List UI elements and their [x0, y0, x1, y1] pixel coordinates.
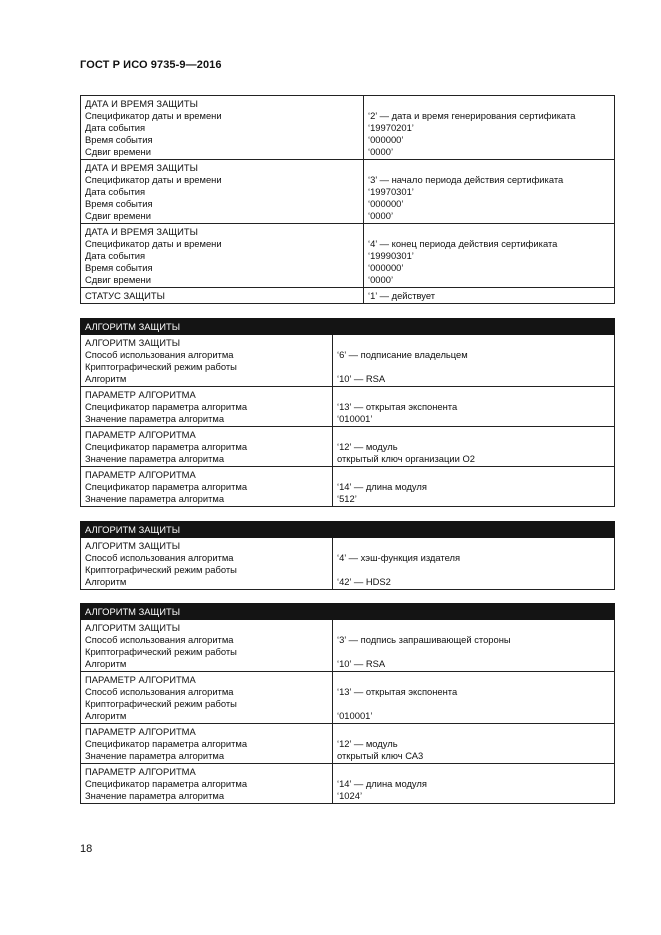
field-name: Значение параметра алгоритма — [85, 413, 225, 424]
field-value: ‘010001’ — [337, 413, 373, 424]
field-name: ПАРАМЕТР АЛГОРИТМА — [85, 766, 196, 777]
field-value: ‘1’ — действует — [368, 290, 436, 301]
field-name: ПАРАМЕТР АЛГОРИТМА — [85, 429, 196, 440]
field-value — [337, 726, 610, 738]
field-values-cell — [333, 724, 615, 764]
field-value: ‘13’ — открытая экспонента — [337, 401, 458, 412]
field-name: Способ использования алгоритма — [85, 686, 234, 697]
table-row — [81, 224, 615, 288]
field-value: ‘14’ — длина модуля — [337, 778, 427, 789]
field-value: ‘13’ — открытая экспонента — [337, 686, 458, 697]
field-value — [337, 337, 610, 349]
field-name: Спецификатор параметра алгоритма — [85, 738, 248, 749]
field-value: ‘000000’ — [368, 262, 404, 273]
field-value: ‘10’ — RSA — [337, 373, 386, 384]
field-value — [337, 429, 610, 441]
field-name: Значение параметра алгоритма — [85, 790, 225, 801]
field-values-cell — [364, 96, 615, 160]
field-value — [337, 361, 610, 373]
field-value: ‘19970201’ — [368, 122, 414, 133]
field-value — [337, 646, 610, 658]
field-name: Значение параметра алгоритма — [85, 750, 225, 761]
field-value: ‘000000’ — [368, 134, 404, 145]
field-value: ‘0000’ — [368, 146, 394, 157]
field-value: ‘3’ — подпись запрашивающей стороны — [337, 634, 511, 645]
field-value: ‘42’ — HDS2 — [337, 576, 391, 587]
field-name: ДАТА И ВРЕМЯ ЗАЩИТЫ — [85, 226, 198, 237]
field-name: Спецификатор параметра алгоритма — [85, 401, 248, 412]
field-name: СТАТУС ЗАЩИТЫ — [85, 290, 165, 301]
field-name: Время события — [85, 262, 153, 273]
field-value: ‘4’ — конец периода действия сертификата — [368, 238, 558, 249]
field-name: Криптографический режим работы — [85, 698, 237, 709]
field-values-cell — [364, 288, 615, 304]
field-values-cell — [333, 427, 615, 467]
field-value — [337, 540, 610, 552]
field-name: Спецификатор параметра алгоритма — [85, 441, 248, 452]
field-name: Значение параметра алгоритма — [85, 453, 225, 464]
field-value: ‘000000’ — [368, 198, 404, 209]
table-row — [81, 620, 615, 672]
table-row — [81, 538, 615, 590]
field-value: ‘512’ — [337, 493, 357, 504]
table-row — [81, 672, 615, 724]
field-value — [337, 698, 610, 710]
field-name: ПАРАМЕТР АЛГОРИТМА — [85, 469, 196, 480]
field-names-cell — [81, 387, 333, 427]
field-values-cell — [333, 620, 615, 672]
field-name: Значение параметра алгоритма — [85, 493, 225, 504]
field-value: ‘1024’ — [337, 790, 363, 801]
field-value: ‘12’ — модуль — [337, 441, 398, 452]
field-name: Время события — [85, 134, 153, 145]
field-name: Дата события — [85, 250, 146, 261]
algorithm-table-requester-signature — [80, 603, 615, 804]
field-name: Способ использования алгоритма — [85, 634, 234, 645]
field-values-cell — [333, 538, 615, 590]
field-values-cell — [333, 467, 615, 507]
field-value: ‘0000’ — [368, 274, 394, 285]
field-name: Криптографический режим работы — [85, 564, 237, 575]
table-row — [81, 427, 615, 467]
field-names-cell — [81, 224, 364, 288]
field-value: открытый ключ СА3 — [337, 750, 424, 761]
field-name: ДАТА И ВРЕМЯ ЗАЩИТЫ — [85, 98, 198, 109]
table-header-cell: АЛГОРИТМ ЗАЩИТЫ — [81, 319, 615, 335]
page-number: 18 — [80, 843, 93, 855]
field-name: Спецификатор параметра алгоритма — [85, 481, 248, 492]
field-name: Алгоритм — [85, 658, 127, 669]
document-header: ГОСТ Р ИСО 9735-9—2016 — [80, 59, 222, 71]
field-values-cell — [364, 160, 615, 224]
field-name: Сдвиг времени — [85, 146, 151, 157]
field-names-cell — [81, 96, 364, 160]
field-name: Алгоритм — [85, 710, 127, 721]
field-names-cell — [81, 467, 333, 507]
field-value: ‘19970301’ — [368, 186, 414, 197]
field-values-cell — [333, 387, 615, 427]
field-values-cell — [333, 335, 615, 387]
field-name: ПАРАМЕТР АЛГОРИТМА — [85, 389, 196, 400]
field-value — [368, 226, 610, 238]
field-name: Спецификатор даты и времени — [85, 110, 222, 121]
field-name: ПАРАМЕТР АЛГОРИТМА — [85, 726, 196, 737]
table-body — [81, 96, 615, 304]
field-value — [337, 469, 610, 481]
field-names-cell — [81, 160, 364, 224]
field-value: ‘6’ — подписание владельцем — [337, 349, 468, 360]
field-names-cell — [81, 288, 364, 304]
field-names-cell — [81, 620, 333, 672]
field-name: Криптографический режим работы — [85, 361, 237, 372]
algorithm-table-issuer-hash — [80, 521, 615, 590]
field-value — [337, 389, 610, 401]
field-values-cell — [364, 224, 615, 288]
field-value: ‘10’ — RSA — [337, 658, 386, 669]
field-value: ‘19990301’ — [368, 250, 414, 261]
field-name: Спецификатор даты и времени — [85, 238, 222, 249]
field-names-cell — [81, 427, 333, 467]
table-body — [81, 604, 615, 804]
field-value — [368, 98, 610, 110]
field-value — [368, 162, 610, 174]
table-header-row — [81, 319, 615, 335]
field-value — [337, 564, 610, 576]
field-name: Сдвиг времени — [85, 210, 151, 221]
security-datetime-table — [80, 95, 615, 304]
field-names-cell — [81, 335, 333, 387]
table-row — [81, 160, 615, 224]
table-row — [81, 96, 615, 160]
field-name: Способ использования алгоритма — [85, 552, 234, 563]
field-name: Криптографический режим работы — [85, 646, 237, 657]
table-header-cell: АЛГОРИТМ ЗАЩИТЫ — [81, 522, 615, 538]
field-name: Сдвиг времени — [85, 274, 151, 285]
field-name: Дата события — [85, 186, 146, 197]
field-name: Спецификатор даты и времени — [85, 174, 222, 185]
field-name: АЛГОРИТМ ЗАЩИТЫ — [85, 540, 181, 551]
field-name: Спецификатор параметра алгоритма — [85, 778, 248, 789]
field-names-cell — [81, 538, 333, 590]
algorithm-table-owner-signature — [80, 318, 615, 507]
field-value — [337, 622, 610, 634]
field-name: Способ использования алгоритма — [85, 349, 234, 360]
field-value: ‘010001’ — [337, 710, 373, 721]
table-body — [81, 319, 615, 507]
field-name: Алгоритм — [85, 576, 127, 587]
field-value: ‘12’ — модуль — [337, 738, 398, 749]
table-row — [81, 335, 615, 387]
field-names-cell — [81, 724, 333, 764]
field-value: ‘3’ — начало периода действия сертификата — [368, 174, 564, 185]
field-value: ‘4’ — хэш-функция издателя — [337, 552, 461, 563]
field-name: Время события — [85, 198, 153, 209]
field-value: ‘14’ — длина модуля — [337, 481, 427, 492]
field-value: ‘2’ — дата и время генерирования сертификата — [368, 110, 576, 121]
field-name: Дата события — [85, 122, 146, 133]
table-row — [81, 764, 615, 804]
table-header-row — [81, 522, 615, 538]
field-name: АЛГОРИТМ ЗАЩИТЫ — [85, 337, 181, 348]
table-header-row — [81, 604, 615, 620]
table-row — [81, 288, 615, 304]
field-name: АЛГОРИТМ ЗАЩИТЫ — [85, 622, 181, 633]
field-names-cell — [81, 764, 333, 804]
field-value: ‘0000’ — [368, 210, 394, 221]
field-values-cell — [333, 764, 615, 804]
field-value — [337, 674, 610, 686]
table-header-cell: АЛГОРИТМ ЗАЩИТЫ — [81, 604, 615, 620]
field-value — [337, 766, 610, 778]
field-values-cell — [333, 672, 615, 724]
field-value: открытый ключ организации О2 — [337, 453, 475, 464]
field-name: ДАТА И ВРЕМЯ ЗАЩИТЫ — [85, 162, 198, 173]
table-row — [81, 387, 615, 427]
field-name: Алгоритм — [85, 373, 127, 384]
field-names-cell — [81, 672, 333, 724]
table-body — [81, 522, 615, 590]
table-row — [81, 724, 615, 764]
field-name: ПАРАМЕТР АЛГОРИТМА — [85, 674, 196, 685]
table-row — [81, 467, 615, 507]
